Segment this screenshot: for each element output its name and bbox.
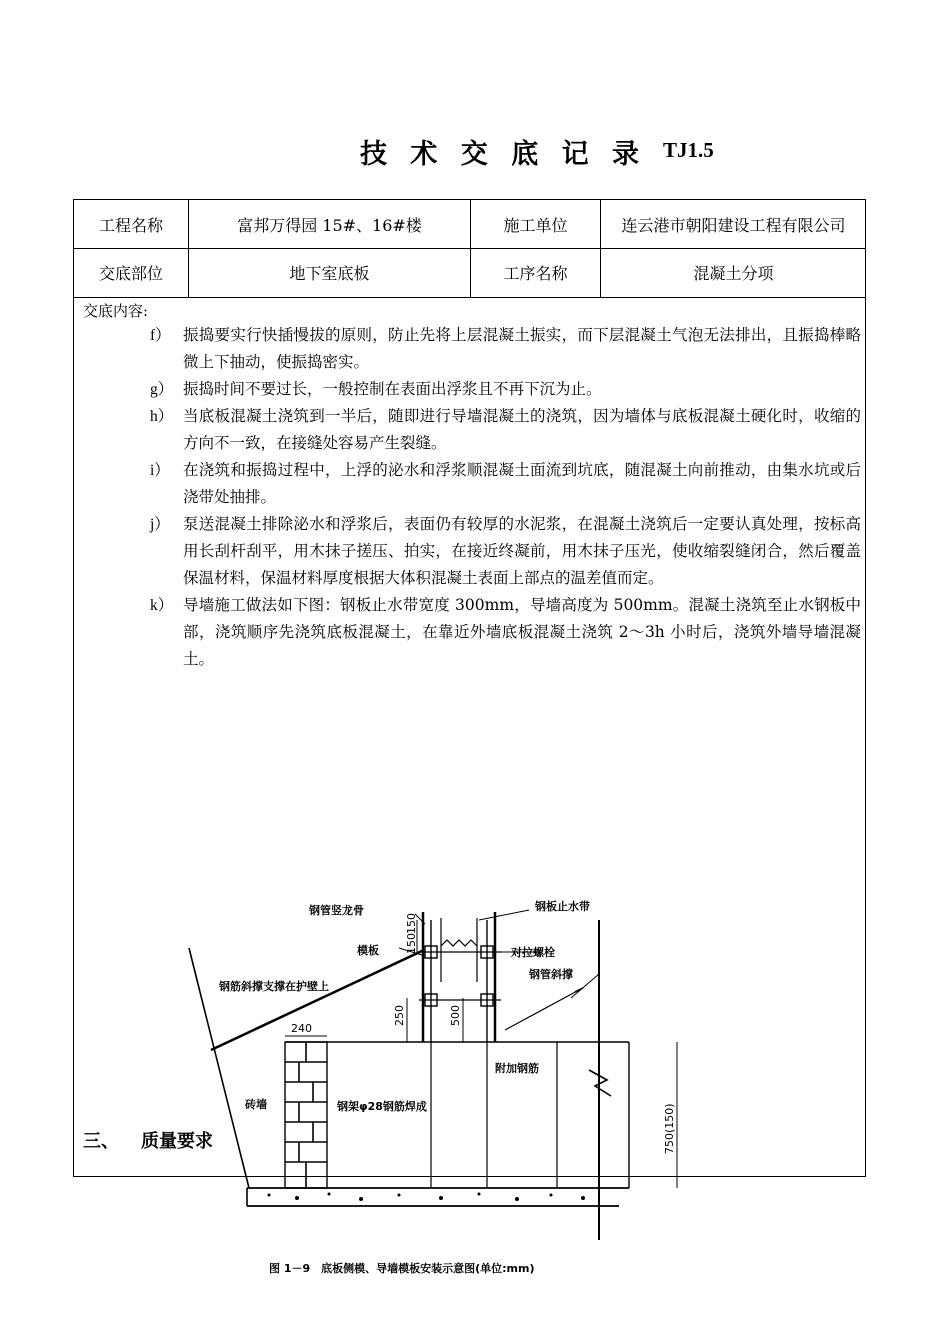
- location-label: 交底部位: [98, 264, 163, 283]
- process-value: 混凝土分项: [600, 248, 866, 297]
- table-row: [74, 248, 865, 298]
- label-pipe-brace: 钢管斜撑: [529, 968, 573, 981]
- item-text: 导墙施工做法如下图：钢板止水带宽度 300mm，导墙高度为 500mm。混凝土浇筑至止水钢板中部，浇筑顺序先浇筑底板混凝土，在靠近外墙底板混凝土浇筑 2～3h 小时后，浇筑外墙导墙混凝土。: [183, 596, 861, 668]
- rebar-brace-line: [211, 950, 424, 1050]
- document-code: TJ1.5: [663, 138, 714, 162]
- section-number: 三、: [83, 1131, 119, 1152]
- item-key: h）: [150, 408, 174, 425]
- section-heading: [83, 1127, 213, 1153]
- location-value: 地下室底板: [188, 248, 470, 297]
- label-dim-750: 750(150): [663, 1103, 676, 1154]
- content-label: 交底内容:: [83, 302, 149, 320]
- label-dim-150b: 150: [405, 913, 418, 934]
- item-text: 振捣时间不要过长，一般控制在表面出浮浆且不再下沉为止。: [183, 380, 602, 398]
- document-title: 技 术 交 底 记 录: [360, 139, 646, 170]
- label-steel-pipe-keel: 钢管竖龙骨: [309, 904, 364, 917]
- contractor-label: 施工单位: [470, 200, 600, 248]
- label-formwork: 模板: [357, 944, 379, 957]
- project-name-value: 富邦万得园 15#、16#楼: [188, 200, 470, 248]
- process-label: 工序名称: [470, 248, 600, 297]
- item-key: j）: [150, 516, 170, 533]
- label-rebar-brace: 钢筋斜撑支撑在护壁上: [219, 980, 329, 993]
- label-steel-frame: 钢架φ28钢筋焊成: [337, 1100, 427, 1113]
- contractor-value: 连云港市朝阳建设工程有限公司: [600, 200, 866, 248]
- label-brick-wall: 砖墙: [245, 1098, 267, 1111]
- project-name-label: 工程名称: [98, 215, 163, 235]
- document-header: [0, 132, 950, 172]
- label-dim-500: 500: [449, 1005, 462, 1026]
- item-text: 当底板混凝土浇筑到一半后，随即进行导墙混凝土的浇筑，因为墙体与底板混凝土硬化时，收缩的方向不一致，在接缝处容易产生裂缝。: [183, 407, 861, 452]
- item-key: k）: [150, 597, 174, 614]
- item-key: f）: [150, 327, 171, 344]
- item-text: 振捣要实行快插慢拔的原则，防止先将上层混凝土振实，而下层混凝土气泡无法排出，且振捣棒略微上下抽动，使振捣密实。: [183, 326, 861, 371]
- item-text: 在浇筑和振捣过程中，上浮的泌水和浮浆顺混凝土面流到坑底，随混凝土向前推动，由集水坑或后浇带处抽排。: [183, 461, 861, 506]
- item-text: 泵送混凝土排除泌水和浮浆后，表面仍有较厚的水泥浆，在混凝土浇筑后一定要认真处理，按标高用长刮杆刮平，用木抹子搓压、拍实，在接近终凝前，用木抹子压光，使收缩裂缝闭合，然后覆盖保温材料，保温材料厚度根据大体积混凝土表面上部点的温差值而定。: [183, 515, 861, 587]
- label-extra-rebar: 附加钢筋: [495, 1062, 539, 1075]
- table-row: [74, 200, 865, 249]
- record-table: [73, 199, 866, 1275]
- label-dim-150a: 150: [405, 933, 418, 954]
- label-steel-waterstop: 钢板止水带: [535, 900, 590, 913]
- label-tie-bolt: 对拉螺栓: [511, 946, 555, 959]
- label-dim-250: 250: [393, 1005, 406, 1026]
- label-dim-240: 240: [291, 1022, 312, 1035]
- section-title: 质量要求: [141, 1131, 213, 1152]
- wall-formwork-diagram: [179, 890, 739, 1290]
- figure-caption: 图 1－9 底板侧模、导墙模板安装示意图(单位:mm): [269, 1262, 535, 1275]
- item-key: g）: [150, 381, 174, 398]
- item-key: i）: [150, 462, 170, 479]
